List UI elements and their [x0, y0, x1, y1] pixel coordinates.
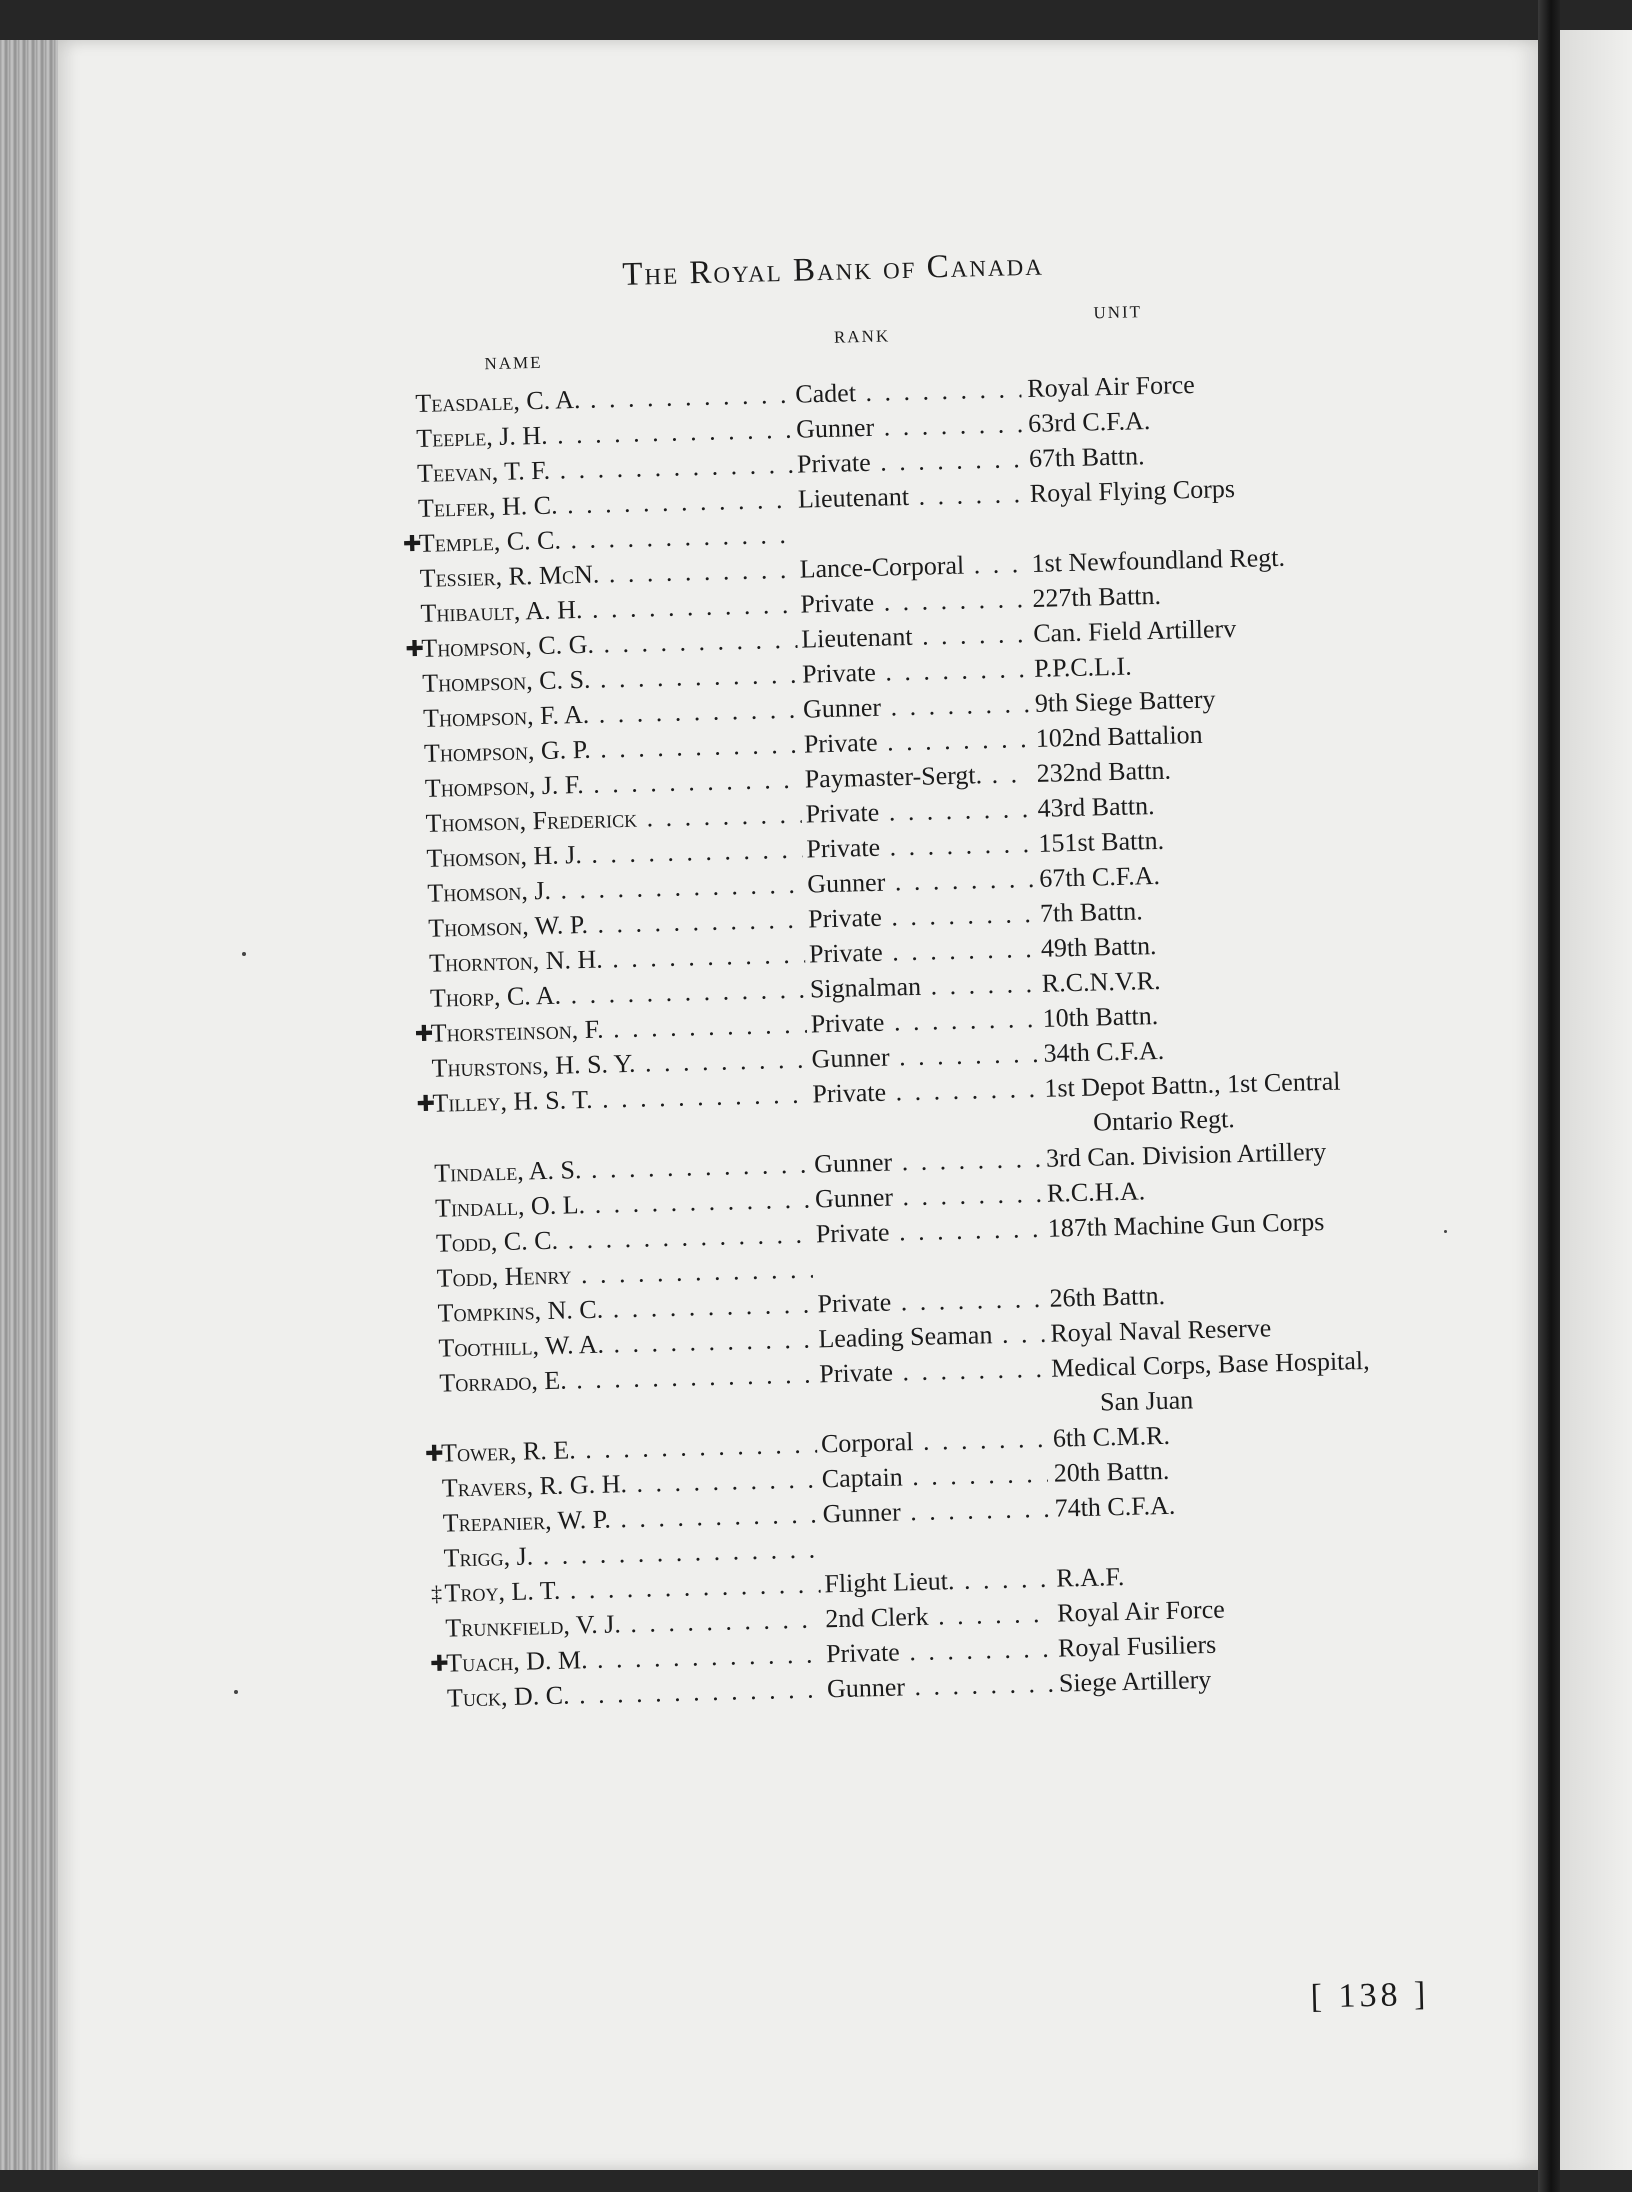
- entry-unit: Royal Air Force: [1056, 1594, 1226, 1628]
- entry-rank: Gunner . . .: [814, 1141, 1041, 1182]
- entry-unit: 43rd Battn.: [1037, 791, 1155, 823]
- entry-name: Thomson, Frederick . . .: [425, 797, 802, 841]
- entry-rank: Signalman . . .: [809, 966, 1036, 1007]
- entry-rank: 2nd Clerk . . .: [825, 1596, 1052, 1637]
- entry-name: Thomson, H. J. . . .: [426, 832, 803, 876]
- entry-name: Travers, R. G. H. . . .: [442, 1461, 819, 1505]
- entry-rank: Private . . .: [803, 721, 1030, 762]
- entry-name: Thorp, C. A. . . .: [430, 972, 807, 1016]
- entry-name: Toothill, W. A. . . .: [438, 1321, 815, 1365]
- entry-name: Torrado, E. . . .: [439, 1356, 816, 1400]
- entry-name: Teasdale, C. A. . . .: [415, 377, 792, 421]
- entry-rank: Private . . .: [815, 1211, 1042, 1252]
- entry-rank: Lieutenant . . .: [801, 616, 1028, 657]
- entry-rank: Gunner . . .: [811, 1036, 1038, 1077]
- entry-name: Tuach, D. M. . . .: [446, 1636, 823, 1680]
- column-header-rank: RANK: [833, 326, 891, 347]
- entry-unit-continued: San Juan: [1099, 1385, 1194, 1417]
- entry-name: Thurstons, H. S. Y. . . .: [431, 1042, 808, 1086]
- entry-unit: 232nd Battn.: [1036, 755, 1172, 788]
- entry-unit: 3rd Can. Division Artillery: [1045, 1136, 1327, 1173]
- entry-name: Thompson, C. G. . . .: [421, 622, 798, 666]
- entry-unit: Medical Corps, Base Hospital,: [1050, 1345, 1370, 1383]
- entry-name: Trunkfield, V. J. . . .: [445, 1601, 822, 1645]
- entry-name: Thornton, N. H. . . .: [429, 937, 806, 981]
- entry-unit: P.P.C.L.I.: [1033, 651, 1132, 683]
- entry-name: Tindall, O. L. . . .: [435, 1182, 812, 1226]
- entry-rank: Gunner . . .: [822, 1491, 1049, 1532]
- entry-name: Teevan, T. F. . . .: [417, 447, 794, 491]
- column-header-unit: UNIT: [1093, 302, 1143, 323]
- entry-unit: 20th Battn.: [1053, 1455, 1170, 1488]
- entry-name: Thompson, F. A. . . .: [423, 692, 800, 736]
- entry-unit: 102nd Battalion: [1035, 719, 1203, 753]
- entry-name: Tompkins, N. C. . . .: [437, 1287, 814, 1331]
- entry-rank: Lieutenant . . .: [797, 476, 1024, 517]
- entry-unit: Royal Fusiliers: [1057, 1629, 1217, 1663]
- entry-name: Todd, C. C. . . .: [436, 1217, 813, 1261]
- paper-speck: [242, 952, 246, 956]
- entry-rank: Leading Seaman . . .: [818, 1316, 1045, 1357]
- page-title: The Royal Bank of Canada: [621, 246, 1045, 293]
- entry-unit-continued: Ontario Regt.: [1092, 1104, 1236, 1137]
- entry-name: Tindale, A. S. . . .: [434, 1147, 811, 1191]
- entry-unit: 151st Battn.: [1038, 825, 1165, 858]
- entry-rank: Gunner . . .: [827, 1666, 1054, 1707]
- entry-rank: Private . . .: [812, 1071, 1039, 1112]
- entry-unit: 227th Battn.: [1032, 580, 1162, 613]
- entry-name: Trepanier, W. P. . . .: [442, 1496, 819, 1540]
- entry-unit: 10th Battn.: [1042, 1000, 1159, 1033]
- entry-rank: Cadet . . .: [795, 371, 1022, 412]
- entry-name: Thomson, J. . . .: [427, 867, 804, 911]
- entry-rank: Gunner . . .: [815, 1176, 1042, 1217]
- entry-rank: Private . . .: [810, 1001, 1037, 1042]
- entry-rank: Private . . .: [805, 791, 1032, 832]
- page-number: [ 138 ]: [1310, 1975, 1430, 2016]
- entry-name: Todd, Henry . . .: [436, 1252, 813, 1296]
- marker-symbol: ‡: [430, 1580, 443, 1606]
- entry-unit: Can. Field Artillerv: [1032, 613, 1237, 648]
- entry-rank: Private . . .: [797, 441, 1024, 482]
- entry-rank: Private . . .: [808, 896, 1035, 937]
- entry-unit: R.C.H.A.: [1046, 1176, 1146, 1208]
- entry-rank: Private . . .: [802, 651, 1029, 692]
- entry-unit: R.A.F.: [1055, 1561, 1125, 1593]
- entry-unit: 67th Battn.: [1028, 441, 1145, 473]
- entry-rank: Private . . .: [826, 1631, 1053, 1672]
- entry-unit: 9th Siege Battery: [1034, 684, 1216, 718]
- paper-speck: [234, 1690, 238, 1694]
- entry-rank: Private . . .: [806, 826, 1033, 867]
- marker-symbol: ✚: [429, 1650, 449, 1676]
- entry-unit: R.C.N.V.R.: [1041, 965, 1161, 998]
- entry-rank: Corporal . . .: [821, 1421, 1048, 1462]
- entry-unit: Siege Artillery: [1058, 1664, 1212, 1698]
- entry-name: Tessier, R. McN. . . .: [419, 552, 796, 596]
- entry-unit: 63rd C.F.A.: [1027, 406, 1151, 438]
- entry-unit: Royal Flying Corps: [1029, 473, 1236, 508]
- entry-unit: 187th Machine Gun Corps: [1047, 1207, 1325, 1243]
- entry-unit: 74th C.F.A.: [1054, 1490, 1176, 1523]
- entry-unit: 6th C.M.R.: [1052, 1420, 1171, 1453]
- entry-name: Telfer, H. C. . . .: [418, 482, 795, 526]
- entry-unit: 1st Newfoundland Regt.: [1031, 542, 1286, 578]
- entry-name: Thibault, A. H. . . .: [420, 587, 797, 631]
- entry-name: Tuck, D. C. . . .: [447, 1671, 824, 1715]
- facing-page-edge: [1560, 30, 1632, 2170]
- entry-name: Thompson, C. S. . . .: [422, 657, 799, 701]
- entry-name: Thorsteinson, F. . . .: [430, 1007, 807, 1051]
- entry-unit: 34th C.F.A.: [1043, 1035, 1165, 1068]
- entry-rank: Paymaster-Sergt. . . .: [804, 756, 1031, 797]
- entry-rank: Flight Lieut. . . .: [824, 1561, 1051, 1602]
- entry-rank: Private . . .: [819, 1351, 1046, 1392]
- marker-symbol: ✚: [414, 1020, 434, 1047]
- entry-rank: Gunner . . .: [807, 861, 1034, 902]
- entry-name: Troy, L. T. . . .: [444, 1566, 821, 1610]
- marker-symbol: ✚: [405, 635, 425, 662]
- entry-name: Tilley, H. S. T. . . .: [432, 1077, 809, 1121]
- entry-rank: Gunner . . .: [796, 406, 1023, 447]
- book-gutter: [1538, 0, 1560, 2192]
- book-page-edges: [0, 40, 58, 2170]
- entry-unit: 26th Battn.: [1049, 1280, 1166, 1313]
- entry-name: Temple, C. C. . . .: [418, 517, 795, 561]
- entry-rank: Gunner . . .: [803, 686, 1030, 727]
- entry-unit: 7th Battn.: [1039, 896, 1143, 928]
- column-header-name: NAME: [484, 352, 543, 374]
- entry-rank: Lance-Corporal . . .: [799, 546, 1026, 587]
- entry-name: Trigg, J. . . .: [443, 1531, 820, 1575]
- entry-rank: Private . . .: [817, 1281, 1044, 1322]
- entry-name: Teeple, J. H. . . .: [416, 412, 793, 456]
- entry-rank: Private . . .: [809, 931, 1036, 972]
- entry-unit: Royal Naval Reserve: [1050, 1313, 1272, 1348]
- entry-name: Tower, R. E. . . .: [441, 1426, 818, 1470]
- entry-name: Thompson, J. F. . . .: [424, 762, 801, 806]
- marker-symbol: ✚: [402, 530, 422, 557]
- entry-unit: 67th C.F.A.: [1038, 860, 1161, 893]
- entry-unit: Royal Air Force: [1026, 369, 1196, 404]
- entry-rank: Captain . . .: [821, 1456, 1048, 1497]
- entry-unit: 1st Depot Battn., 1st Central: [1044, 1066, 1341, 1103]
- entry-unit: 49th Battn.: [1040, 931, 1157, 963]
- entry-name: Thomson, W. P. . . .: [428, 902, 805, 946]
- marker-symbol: ✚: [424, 1440, 444, 1467]
- entry-rank: Private . . .: [800, 581, 1027, 622]
- entry-name: Thompson, G. P. . . .: [424, 727, 801, 771]
- marker-symbol: ✚: [416, 1090, 436, 1117]
